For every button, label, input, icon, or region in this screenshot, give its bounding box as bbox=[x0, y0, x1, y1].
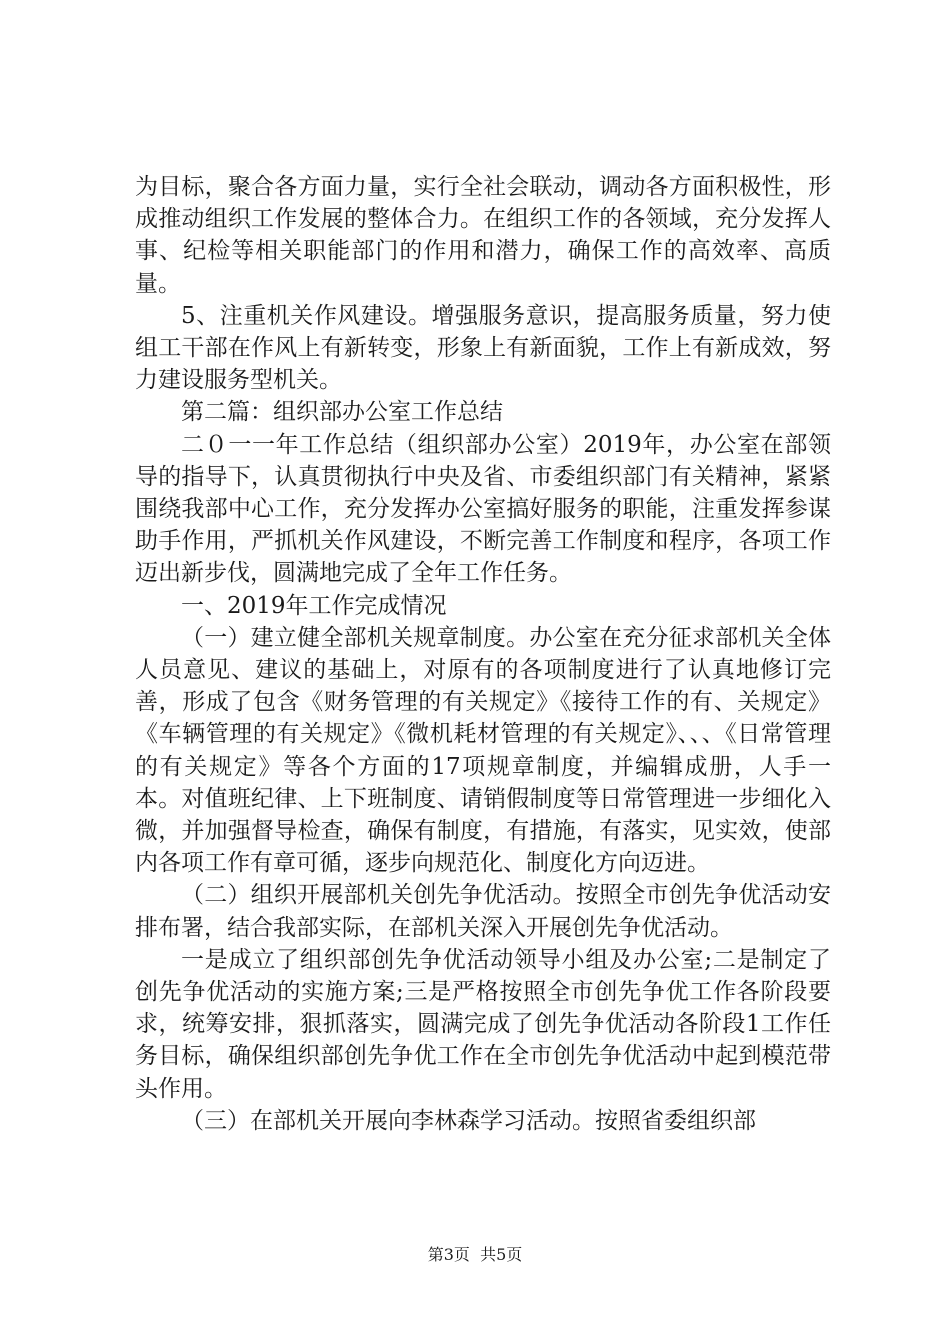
section-heading: 第二篇：组织部办公室工作总结 bbox=[181, 399, 503, 426]
paragraph-learning: （三）在部机关开展向李林森学习活动。按照省委组织部 bbox=[181, 1107, 756, 1134]
paragraph-continuation: 为目标，聚合各方面力量，实行全社会联动，调动各方面积极性，形成推动组织工作发展的整体合力。在组织工作的各领域，充分发挥人事、纪检等相关职能部门的作用和潜力，确保工作的高效率、高质量。 bbox=[135, 174, 831, 297]
subsection-heading: 一、2019年工作完成情况 bbox=[181, 592, 447, 619]
paragraph-steps: 一是成立了组织部创先争优活动领导小组及办公室;二是制定了创先争优活动的实施方案;三是严格按照全市创先争优工作各阶段要求，统筹安排，狠抓落实，圆满完成了创先争优活动各阶段1工作任务目标，确保组织部创先争优工作在全市创先争优活动中起到模范带头作用。 bbox=[135, 946, 831, 1102]
document-body bbox=[135, 171, 831, 1137]
footer-separator bbox=[470, 1245, 480, 1264]
page-footer bbox=[0, 1244, 950, 1266]
paragraph-activities: （二）组织开展部机关创先争优活动。按照全市创先争优活动安排布署，结合我部实际，在部机关深入开展创先争优活动。 bbox=[135, 882, 831, 941]
page-total: 共5页 bbox=[480, 1245, 523, 1264]
paragraph-intro: 二０一一年工作总结（组织部办公室）2019年，办公室在部领导的指导下，认真贯彻执行中央及省、市委组织部门有关精神，紧紧围绕我部中心工作，充分发挥办公室搞好服务的职能，注重发挥参谋助手作用，严抓机关作风建设，不断完善工作制度和程序，各项工作迈出新步伐，圆满地完成了全年工作任务。 bbox=[135, 431, 831, 587]
paragraph-item-5: 5、注重机关作风建设。增强服务意识，提高服务质量，努力使组工干部在作风上有新转变，形象上有新面貌，工作上有新成效，努力建设服务型机关。 bbox=[135, 302, 831, 394]
paragraph-rules: （一）建立健全部机关规章制度。办公室在充分征求部机关全体人员意见、建议的基础上，对原有的各项制度进行了认真地修订完善，形成了包含《财务管理的有关规定》《接待工作的有、关规定》《车辆管理的有关规定》《微机耗材管理的有关规定》、、、《日常管理的有关规定》等各个方面的17项规章制度，并编辑成册，人手一本。对值班纪律、上下班制度、请销假制度等日常管理进一步细化入微，并加强督导检查，确保有制度，有措施，有落实，见实效，使部内各项工作有章可循，逐步向规范化、制度化方向迈进。 bbox=[135, 624, 831, 877]
page-number: 第3页 bbox=[427, 1245, 470, 1264]
